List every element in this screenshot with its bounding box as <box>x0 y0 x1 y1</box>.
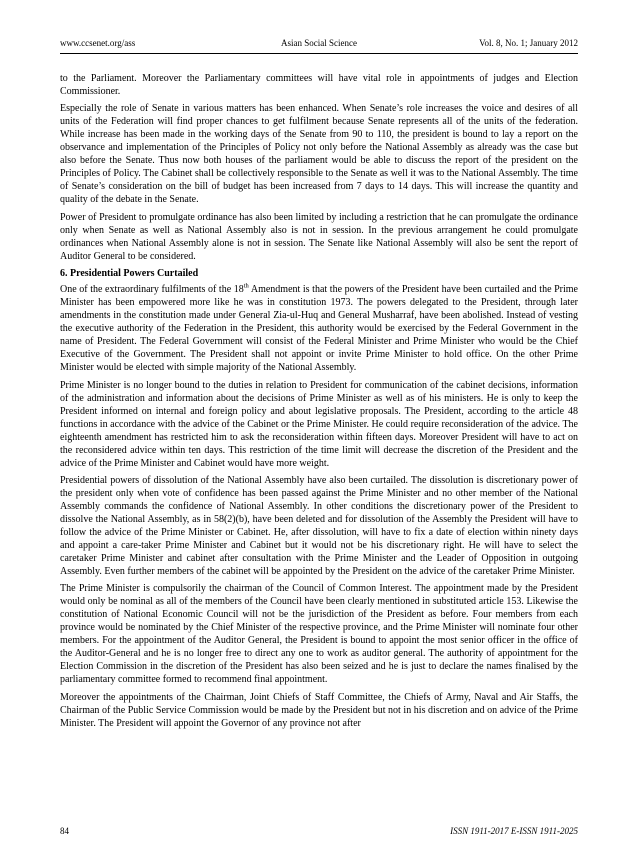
paragraph: The Prime Minister is compulsorily the chairman of the Council of Common Interest. The appointment made by the President would only be nominal as all of the members of the Council have been clearly mentioned in substituted article 153. Likewise the constitution of National Economic Council will not be the jurisdiction of the President as before. Four members from each province would be nominated by the Chief Minister of the respective province, and the Prime Minister will nominate four other members. For the appointment of the Auditor General, the President is bound to appoint the most senior officer in the office of the Auditor-General and he is no longer free to direct any one to work as auditor general. The authority of appointment for the Election Commission in the discretion of the President has also been seized and he is just to declare the names finalised by the parliamentary committee formed to recommend final appointment. <box>60 583 578 686</box>
footer-issn: ISSN 1911-2017 E-ISSN 1911-2025 <box>450 826 578 836</box>
section-heading: 6. Presidential Powers Curtailed <box>60 268 199 280</box>
paragraph: Especially the role of Senate in various matters has been enhanced. When Senate’s role increases the voice and desires of all units of the Federation will find proper chances to get fulfilment because Senate represents all of the units of the federation. While increase has been made in the working days of the Senate from 90 to 110, the president is bound to lay a report on the observance and implementation of the Principles of Policy not only before the National Assembly as already was the case but also before the Senate. Thus now both houses of the parliament would be able to discuss the report of the president on the Principles of Policy. The Cabinet shall be collectively responsible to the Senate as well it was to the National Assembly. The time of Senate’s consideration on the bill of budget has been increased from 7 days to 14 days. This will increase the quantity and quality of the debate in the Senate. <box>60 103 578 206</box>
paragraph: Moreover the appointments of the Chairman, Joint Chiefs of Staff Committee, the Chiefs of Army, Naval and Air Staffs, the Chairman of the Public Service Commission would be made by the President but not in his discretion and on advice of the Prime Minister. The President will appoint the Governor of any province not after <box>60 691 578 729</box>
paragraph-text: Amendment is that the powers of the President have been curtailed and the Prime Minister has been empowered more like he was in constitution 1973. The powers delegated to the President, through later amendments in the constitution made under General Zia-ul-Huq and General Musharraf, have been abolished. Instead of vesting the executive authority of the Federation in the President, this authority would be exercised by the Federal Government in the name of President. The Federal Government will consist of the Federal Minister and Prime Minister who would be the Chief Executive of the Government. The President shall not appoint or invite Prime Minister to hold office. On the other Prime Minister would be elected with simple majority of the National Assembly. <box>60 284 578 374</box>
page-number: 84 <box>60 826 69 836</box>
paragraph: Presidential powers of dissolution of the National Assembly have also been curtailed. The dissolution is discretionary power of the president only when vote of confidence has been passed against the Prime Minister and no other member of the National Assembly commands the confidence of National Assembly. In other conditions the discretionary power of the President to dissolve the National Assembly, as in 58(2)(b), have been deleted and for dissolution of the Assembly the President will have to follow the advice of the Prime Minister or Cabinet. He, after dissolution, will have to fix a date of election within ninety days and appoint a care-taker Prime Minister and Cabinet but it would not be his discretionary right. He will have to select the caretaker Prime Minister and cabinet after consultation with the Prime Minister and the Leader of Opposition in outgoing Assembly. Even further members of the cabinet will be appointed by the President on the advice of the caretaker Prime Minister. <box>60 474 578 577</box>
article-body <box>60 72 578 734</box>
header-journal-title: Asian Social Science <box>281 38 357 48</box>
header-website: www.ccsenet.org/ass <box>60 38 136 48</box>
header-rule <box>60 53 578 54</box>
paragraph: Prime Minister is no longer bound to the duties in relation to President for communication of the cabinet decisions, information of the administration and information about the decisions of Prime Minister as well as of his ministers. He is only to keep the President informed on internal and foreign policy and about legislative proposals. The President, according to the article 48 functions in accordance with the advice of the Cabinet or the Prime Minister. He could require reconsideration of the advice. The eighteenth amendment has restricted him to ask the reconsideration within fifteen days. Moreover President will have to act on the reconsidered advice within ten days. This restriction of the time limit will decrease the discretion of the President and the advice of the Prime Minister and Cabinet would have more weight. <box>60 379 578 469</box>
paragraph: to the Parliament. Moreover the Parliamentary committees will have vital role in appointments of judges and Election Commissioner. <box>60 73 578 97</box>
page-footer <box>60 826 578 840</box>
superscript: th <box>243 282 249 290</box>
header-volume-info: Vol. 8, No. 1; January 2012 <box>479 38 578 48</box>
paragraph <box>60 283 578 374</box>
running-header <box>60 38 578 52</box>
paragraph-text: One of the extraordinary fulfilments of the 18 <box>60 284 244 296</box>
paragraph: Power of President to promulgate ordinance has also been limited by including a restriction that he can promulgate the ordinance only when Senate as well as National Assembly also is not in session. In the previous arrangement he could promulgate ordinances when National Assembly alone is not in session. The Senate like National Assembly will also be sent the report of Auditor General to be considered. <box>60 211 578 262</box>
